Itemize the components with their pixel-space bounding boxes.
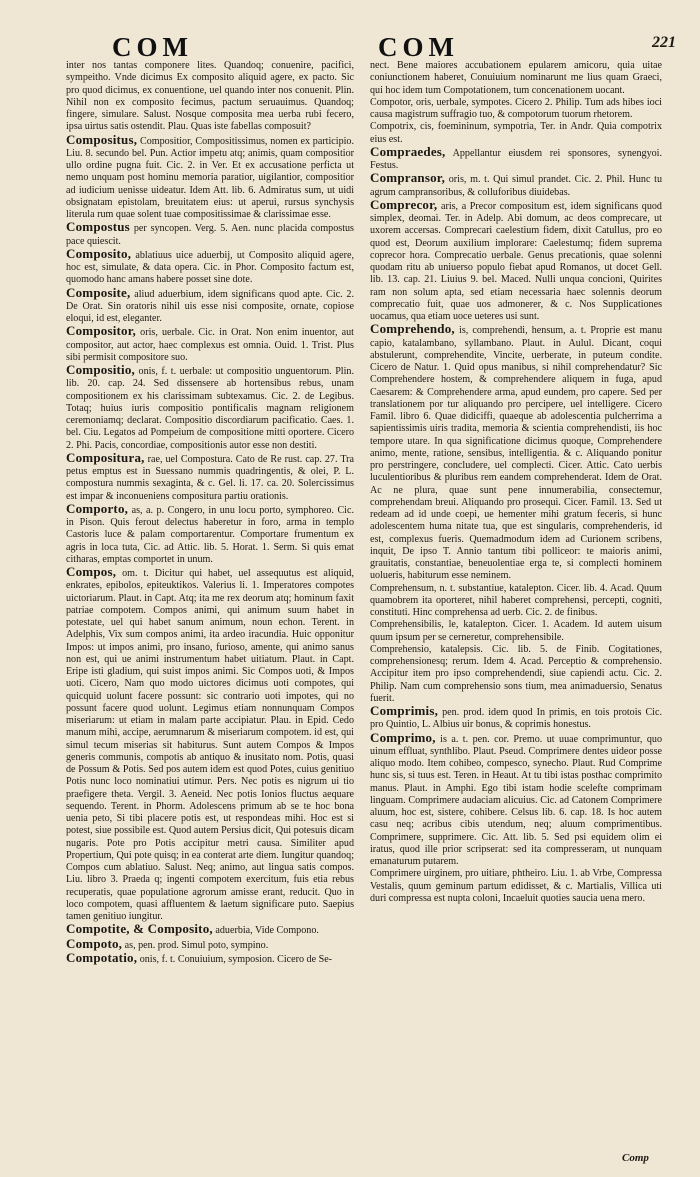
entry-text: Compositior, Compositissimus, nomen ex participio. Liu. 8. secundo bel. Pun. Actior impetu atq; animis, quam compositior ullo ordine pugna fuit. Cic. 2. in Ver. Et ex accusatione perficta ut nemo unquam post hominu memoria paratior, uigilantior, compositior ad iudicium uenisse uideatur. Idem Att. lib. 6. Admiratus sum, ut uidi obsignatam epistolam, breuitatem eius: ut aperui, rursus synchysis literula rum quae solent tuae compositissimae & clarissimae esse. bbox=[66, 135, 354, 220]
entry-headword: Comporto, bbox=[66, 500, 129, 516]
dictionary-entry bbox=[66, 364, 354, 452]
page-number: 221 bbox=[652, 34, 676, 51]
entry-text: oris, m. t. Qui simul prandet. Cic. 2. Phil. Hunc tu agrum campransoribus, & colluforibus diuidebas. bbox=[370, 174, 662, 198]
entry-headword: Compos, bbox=[66, 564, 117, 579]
entry-text: Comprehensibilis, le, katalepton. Cicer. 1. Academ. Id autem uisum quum ipsum per se cerneretur, comprehensibile. bbox=[370, 619, 662, 643]
dictionary-entry bbox=[66, 500, 354, 566]
entry-text: as, pen. prod. Simul poto, sympino. bbox=[124, 939, 269, 951]
dictionary-entry bbox=[370, 619, 662, 644]
entry-text: aris, a Precor compositum est, idem significans quod simplex, deomai. Ter. in Adelp. Abi domum, ac deos comprecare, ut uxorem accersas. Comprecari caelestium fidem, dixit Catullus, pro eo quod est, Deorum auxilium implorare: Caelestumq; fidem suprema coprecor hora. Comprecatio uerbale. Genus precationis, quae solenni quodam ritu ab uniuerso populo fiebat apud Romanos, ut docet Gell. lib. 13. cap. 21. Liuius 9. bel. Maced. Nulli unqua concioni, Quirites ram non solum apta, sed etiam necessaria haec solennis deorum comprecatio fuit, quae uos admonerer, & c. Nos Supplicationes uocamus, qua etiam uoce ueteres usi sunt. bbox=[370, 200, 662, 322]
dictionary-entry bbox=[66, 449, 354, 503]
catchword: Comp bbox=[622, 1152, 649, 1164]
entry-text: Comprehensio, katalepsis. Cic. lib. 5. de Finib. Cogitationes, comprehensionesq; rerum. Idem 4. Acad. Perceptio & comprehensio. Accipitur item pro ipso comprehendendi, siue capiendi actu. Cic. 2. Philip. Nam cum comprehensio sons tium, mea animaduersio, Senatus fuerit. bbox=[370, 643, 662, 704]
entry-headword: Compostus bbox=[66, 219, 130, 235]
entry-text: aduerbia, Vide Compono. bbox=[215, 925, 319, 937]
entry-headword: Compositura, bbox=[66, 449, 145, 465]
dictionary-entry bbox=[370, 143, 662, 173]
dictionary-entry bbox=[370, 97, 662, 122]
entry-text: as, a. p. Congero, in unu locu porto, symphoreo. Cic. in Pison. Quis ferout delectus haberetur in foro, arma in templo Castoris luce & palam comportarentur. Comportare frumentum ex agris in loca tuta, Cic. ad Attic. lib. 5. Horat. 1. Serm. Si quis emat citharas, emptas comportet in unum. bbox=[66, 504, 354, 565]
entry-headword: Compraedes, bbox=[370, 143, 446, 159]
dictionary-entry bbox=[370, 729, 662, 869]
entry-text: is, comprehendi, hensum, a. t. Proprie est manu capio, katalambano, syllambano. Plaut. in Aulul. Dicant, coqui abstulerunt, comprehendite, Vincite, uerberate, in puteum condite. Cicero de Natur. 1. Quid opus manibus, si nihil comprehendatur? Sic Comprehendere hostem, & comprehendere aliquem in fuga, apud Caesarem: & Comprehendere arma, apud eundem, pro capere. Sed per translationem por tur aliquando pro percipere, uel intelligere. Cicero Famil. libro 6. Quae didiciffi, quaeque ab adolescentia pulcherrima a sapientissimis uiris tradita, memoria & scientia comprehendisti, iis hoc tempore utare. In qua significatione dicimus quoque, Comprehendere animo, mente, ratione, sensibus, intelligentia. & c. Aliquando ponitur pro perstringere, concludere, uel complecti. Cicer. Attic. Cato uerbis luculentioribus & pluribus rem eandem comprehenderat. Idem de Orat. Ac ne plura, quae sunt pene innumerabilia, consectemur, comprehendam breui. Aliquando pro prosequi. Cicer. Famil. 13. Sed ut redeam ad id unde coepi, ue hementer mihi gratum feceris, si hunc adolescentem huma nitate tua, que est singularis, comprehenderis, id est, complexus fueris. Quemadmodum idem ad Curionem scribens, inquit, De ipso T. Annio tantum tibi polliceor: te maioris animi, grauitatis, constantiae, beneuolentiae erga te, si complecti hominem uolueris, habiturum esse neminem. bbox=[370, 325, 662, 582]
entry-headword: Composito, bbox=[66, 245, 132, 261]
dictionary-entry bbox=[370, 196, 662, 324]
entry-text: oris, uerbale. Cic. in Orat. Non enim inuentor, aut compositor, aut actor, haec complexus est omnia. Ouid. 1. Trist. Plus sibi permisit compositore suo. bbox=[66, 327, 354, 363]
running-header bbox=[0, 24, 700, 62]
dictionary-entry bbox=[370, 60, 662, 97]
entry-text: per syncopen. Verg. 5. Aen. nunc placida compostus pace quiescit. bbox=[66, 223, 354, 247]
entry-text: Compotrix, cis, foemininum, sympotria, Ter. in Andr. Quia compotrix eius est. bbox=[370, 121, 662, 145]
entry-text: Appellantur eiusdem rei sponsores, synengyoi. Festus. bbox=[370, 147, 662, 171]
left-column bbox=[66, 60, 354, 1150]
entry-headword: Compoto, bbox=[66, 935, 123, 951]
dictionary-entry bbox=[370, 172, 662, 199]
entry-text: is a. t. pen. cor. Premo. ut uuae comprimuntur, quo uinum effluat, synthlibo. Plaut. Pseud. Comprimere dentes uideor posse aliquo modo. Item cohibeo, compesco, synecho. Plaut. Rud Comprime hunc sis, si tuus est. Teren. in Heaut. At tu tibi istas posthac comprimito manus. Plaut. in Amphi. Ego tibi istam hodie scelefte comprimam linguam. Comprimere audaciam alicuius. Cic. ad Catonem Comprimere aluum, hoc est, sistere, cohibere. Celsus lib. 6. cap. 18. Is hoc autem casu neq; acribus cibis utendum, neq; aluum comprimentibus. Comprimere, supprimere. Cic. Att. lib. 5. Sed psi equidem olim ei iratus, quod ille prior scripserat: sed ita compresseram, ut nunquam emanaturum putarem. bbox=[370, 733, 662, 867]
entry-headword: Compositor, bbox=[66, 323, 136, 339]
header-left-guide: COM bbox=[112, 32, 193, 62]
entry-text: onis, f. t. uerbale: ut compositio unguentorum. Plin. lib. 20. cap. 24. Sed dissensere ab hortensibus rebus, unam compositionem ex his clarissimam subtexamus. Cic. 2. de Legibus. Totaq; huius iuris compositio pontificalis magnam religionem ceremoniamq; declarat. Compositio discordiarum pacificatio. Caes. 1. bel. Ciu. Legatos ad Pompeium de compositione mitti oportere. Cicero 2. Phi. Pacis, concordiae, compositionis autor esse non destiti. bbox=[66, 366, 354, 451]
entry-headword: Compransor, bbox=[370, 170, 446, 186]
entry-text: inter nos tantas componere lites. Quandoq; conuenire, pacifici, sympeitho. Vnde dicimus Ex composito aliquid agere, ex pacto. Sic pro quod dicimus, ex conuentione, uel quando inter nos conuenit. Plin. Nihil non ex composito fecimus, pactum seruauimus. Quandoq; fingere, simulare. Salust. Nosque composita mea uerba rubi fecero, ipsa uirtus satis ostendit. Plau. Quas iste fabellas composuit? bbox=[66, 60, 354, 133]
dictionary-entry bbox=[66, 60, 354, 134]
dictionary-entry bbox=[66, 949, 354, 966]
dictionary-entry bbox=[370, 644, 662, 705]
entry-headword: Compositio, bbox=[66, 362, 136, 377]
entry-headword: Compositus, bbox=[66, 131, 138, 147]
dictionary-entry bbox=[370, 705, 662, 732]
entry-headword: Comprecor, bbox=[370, 196, 438, 212]
entry-headword: Comprehendo, bbox=[370, 321, 455, 337]
entry-text: nect. Bene maiores accubationem epularem amicoru, quia uitae coniunctionem haberet, Conuiuium nominarunt me lius quam Graeci, qui hoc idem tum Compotationem, tum concenationem uocant. bbox=[370, 60, 662, 96]
entry-text: rae, uel Compostura. Cato de Re rust. cap. 27. Tra petus emptus est in Suessano nummis quadringentis, & olei, P. L. compostura nummis sexaginta, & c. Gel. li. 17. ca. 20. Solercissimus est impar & inconueniens compositura partiu orationis. bbox=[66, 453, 354, 502]
right-column bbox=[370, 60, 662, 1150]
entry-headword: Composite, bbox=[66, 284, 131, 300]
entry-headword: Compotite, & Composito, bbox=[66, 921, 213, 937]
entry-text: onis, f. t. Conuiuium, symposion. Cicero de Se- bbox=[139, 953, 333, 965]
dictionary-entry bbox=[370, 121, 662, 146]
dictionary-entry bbox=[370, 868, 662, 905]
entry-text: om. t. Dicitur qui habet, uel assequutus est aliquid, enkrates, epibolos, epiteuktikos. Valerius li. 1. Imperatores compotes uictoriarum. Plaut. in Capt. Atq; ita me rex deorum atq; hominum faxit patriae compotem. Compos animi, qui animum suum habet in potestate, uel qui habet sanum animum, noun echon. Terent. in Adelphis, Vix sum compos animi, ita ardeo iracundia. Huic opponitur Impos: ut impos animi, pro insano, furioso, amente, qui animo sanus non est, qui ue animi instrumentum habet uitiatum. Plaut. in Capt. Eripe isti gladium, qui suist impos animi. Sic Compos uoti, & Impos uoti. Cicero, Nam quo modo uictores dicimus uoti compotes, qui quicquid uolunt facere possunt: sic contrario uoti impotes, qui no possunt facere quod uolunt. Legimus etiam nonnunquam Compos miseriarum: ut etiam in malam parte accipiatur. Plau. in Epid. Cedo manum mihi, accipe, aerumnarum & miseriarum compotem. id est, qui simul tecum miserias sit habiturus. Sunt autem Compos & Impos generis communis, compotis ab antiquo & inusitato nom. Potis, quasi de Possum & Potis. Sed pos autem idem est quod Potes, cuius genitiuo Potis nunc loco nominatiui utimur. Pers. Nec potis es nigrum ui tio praefigere theta. Vergil. 3. Aeneid. Nec potis Ionios fluctus aequare sequendo. Terent. in Phorm. Adolescens primum ab se te hoc bona uenia peto, Si tibi placere potis est, ut respondeas mihi. Hoc est si potest, siue possibile est. Quod autem Persius dicit, Qui potesuis dicam nugaris. Pote pro Potis accipitur metri causa. Similiter apud Propertium, Qui pote quisq; in ea conterat arte diem. Iungitur quandoq; Compos cum ablatiuo. Salust. Neq; animo, aut lingua satis compos. Liu. libro 3. Praeda q; ingenti compotem exercitum, fuis etia rebus recuperatis, quae populatione agrorum amisse erant, reducit. Quo in loco compotem, quasi affluentem & laetum significare puto. Saepius tamen genitiuo iungitur. bbox=[66, 568, 354, 922]
entry-headword: Comprimo, bbox=[370, 729, 436, 745]
dictionary-entry bbox=[66, 131, 354, 222]
entry-text: aliud aduerbium, idem significans quod apte. Cic. 2. De Orat. Sin oratoris nihil uis esse nisi composite, ornate, copiose eloqui, id est, eleganter. bbox=[66, 288, 354, 324]
entry-text: pen. prod. idem quod In primis, en tois protois Cic. pro Quintio, L. Albius uir bonus, & coprimis honestus. bbox=[370, 707, 662, 731]
dictionary-entry bbox=[66, 566, 354, 923]
header-right-guide: COM bbox=[378, 32, 459, 62]
entry-text: ablatiuus uice aduerbij, ut Composito aliquid agere, hoc est, simulate, & data opera. Cic. in Phor. Composito factum est, quomodo hanc amans habere posset sine dote. bbox=[66, 249, 354, 286]
entry-headword: Comprimis, bbox=[370, 703, 439, 718]
entry-text: Compotor, oris, uerbale, sympotes. Cicero 2. Philip. Tum ads hibes ioci causa magistrum suffragio tuo, & compotorum tuorum rhetorem. bbox=[370, 96, 662, 120]
entry-headword: Compotatio, bbox=[66, 949, 138, 965]
dictionary-entry bbox=[66, 245, 354, 287]
dictionary-entry bbox=[66, 221, 354, 248]
entry-text: Comprehensum, n. t. substantiue, katalepton. Cicer. lib. 4. Acad. Quum quamobrem ita oporteret, nihil haberet comprehensi, percepti, cogniti, constituti. Hinc comprehensa ad uerb. Cic. 2. de finibus. bbox=[370, 582, 662, 618]
dictionary-entry bbox=[66, 284, 354, 326]
dictionary-entry bbox=[370, 583, 662, 620]
dictionary-entry bbox=[370, 323, 662, 582]
entry-text: Comprimere uirginem, pro uitiare, phtheiro. Liu. 1. ab Vrbe, Compressa Vestalis, quum geminum partum edidisset, & c. Martialis, Villica uti duri compressa est nupta coloni, Incaeluit quoties saucia uena mero. bbox=[370, 868, 662, 904]
dictionary-entry bbox=[66, 325, 354, 364]
